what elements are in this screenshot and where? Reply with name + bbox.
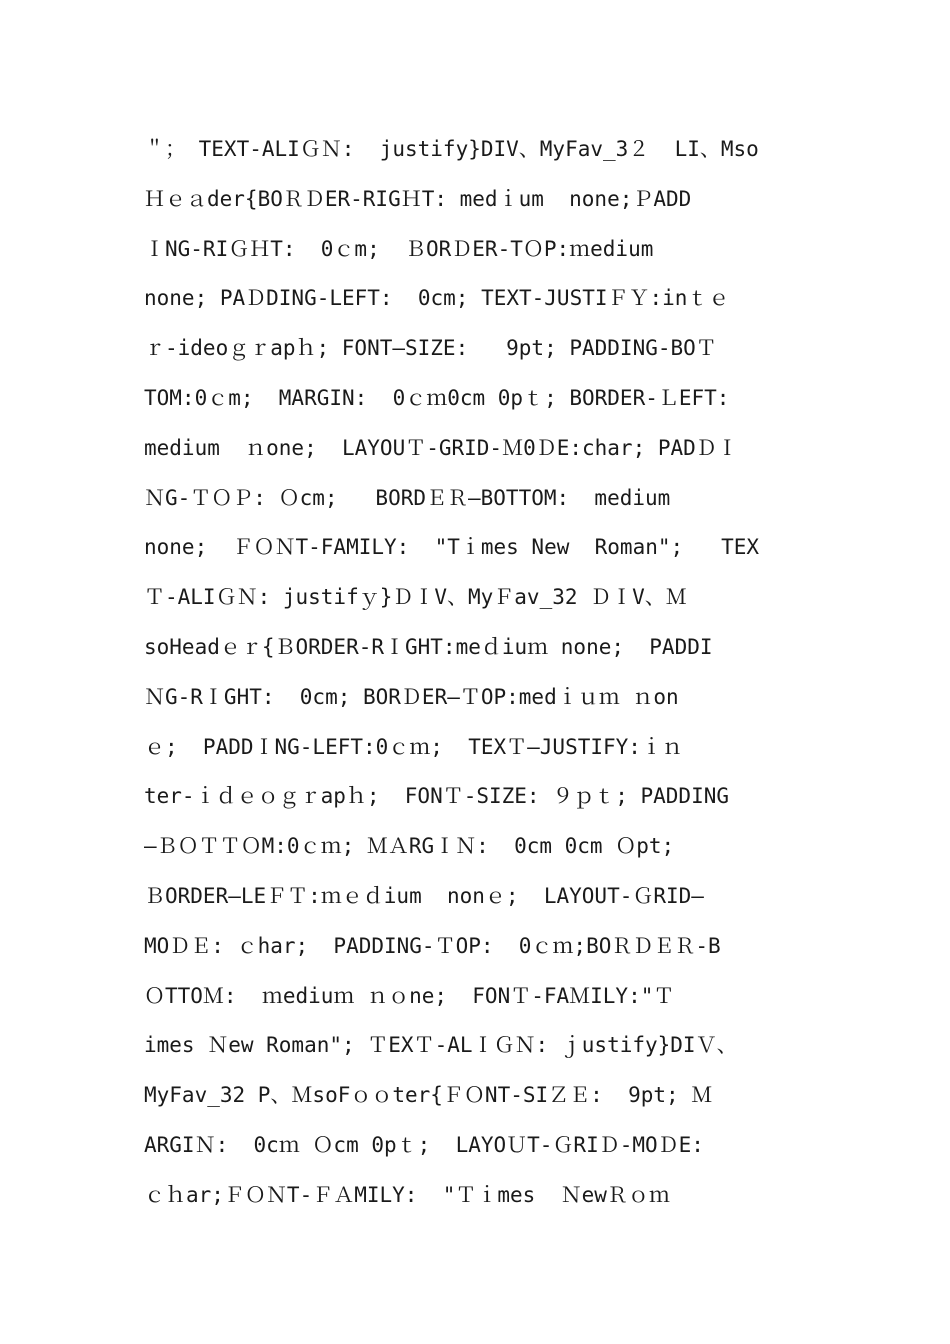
text-line: ter-ｉｄｅｏｇｒapｈ; FONＴ-SIZE: ９ｐｔ; PADDING bbox=[144, 784, 730, 809]
text-line: ARGIＮ: 0cｍ Ｏcm 0pｔ; LAYOＵT-ＧRIＤ-MOＤE: bbox=[144, 1132, 704, 1157]
text-line: ＂； TEXT-ALIＧＮ: justify}DIV、MyFav_3２ LI、Mso bbox=[144, 137, 759, 161]
text-line: MyFav_32 P、ＭsoFｏｏter{ＦＯNT-SIＺＥ: 9pt; Ｍ bbox=[144, 1083, 713, 1108]
text-line: ―ＢＯＴＴＯM:0ｃｍ; ＭＡRGＩＮ: 0cm 0cm Ｏpt; bbox=[144, 834, 675, 859]
text-line: none; PAＤDING-LEFT: 0cm; TEXT-JUSTIＦＹ:inｔｅ bbox=[144, 286, 730, 311]
text-line: ｅ; PADDＩNG-LEFT:0ｃｍ; TEXＴ―JUSTIFY:ｉｎ bbox=[144, 734, 683, 759]
text-line: Ｈｅａder{BOＲＤER-RIGＨT: medｉum none;ＰADD bbox=[144, 186, 692, 211]
text-line: soHeadｅｒ{ＢORDER-RＩGHT:meｄiuｍ none; PADDI bbox=[144, 634, 713, 659]
text-line: ＯTTOＭ: ｍediuｍ ｎｏne; FONＴ-FAＭILY:"Ｔ bbox=[144, 983, 675, 1008]
text-line: ｒ-ideoｇｒapｈ; FONT―SIZE: 9pt; PADDING-BOＴ bbox=[144, 336, 717, 361]
text-line: none; ＦＯＮT-FAMILY: "Tｉmes New Roman"; TEX bbox=[144, 535, 760, 560]
text-line: imes Ｎew Roman"; ＴEXＴ-ALＩＧＮ: ｊustify}DIＶ、 bbox=[144, 1033, 738, 1058]
text-line: ＩNG-RIＧＨT: 0ｃm; ＢORＤER-TＯP:ｍedium bbox=[144, 236, 654, 261]
text-line: medium ｎone; LAYOUＴ-GRID-Ｍ0ＤE:char; PADＤＩ bbox=[144, 435, 738, 460]
text-line: ＢORDER―LEＦＴ:ｍｅｄium nonｅ; LAYOUT-ＧRID― bbox=[144, 883, 704, 908]
text-line: MOＤＥ: ｃhar; PADDING-ＴOP: 0ｃｍ;BOＲＤＥＲ-B bbox=[144, 933, 721, 958]
body-text bbox=[144, 125, 824, 1221]
text-line: ＮG-RＩGHT: 0cm; BORＤER―ＴOP:medｉｕｍ ｎon bbox=[144, 684, 679, 709]
text-line: Ｔ-ALIＧＮ: justifｙ}ＤＩV、MyＦav_32 ＤＩV、Ｍ bbox=[144, 585, 687, 610]
text-line: ｃｈar;ＦＯＮT-ＦＡMILY: "Ｔｉmes ＮewＲｏｍ bbox=[144, 1182, 670, 1207]
text-line: ＮG-ＴＯＰ: Ｏcm; BORDＥＲ―BOTTOM: medium bbox=[144, 485, 671, 510]
text-line: TOM:0ｃm; MARGIN: 0ｃｍ0cm 0pｔ; BORDER-ＬEFT: bbox=[144, 385, 730, 410]
